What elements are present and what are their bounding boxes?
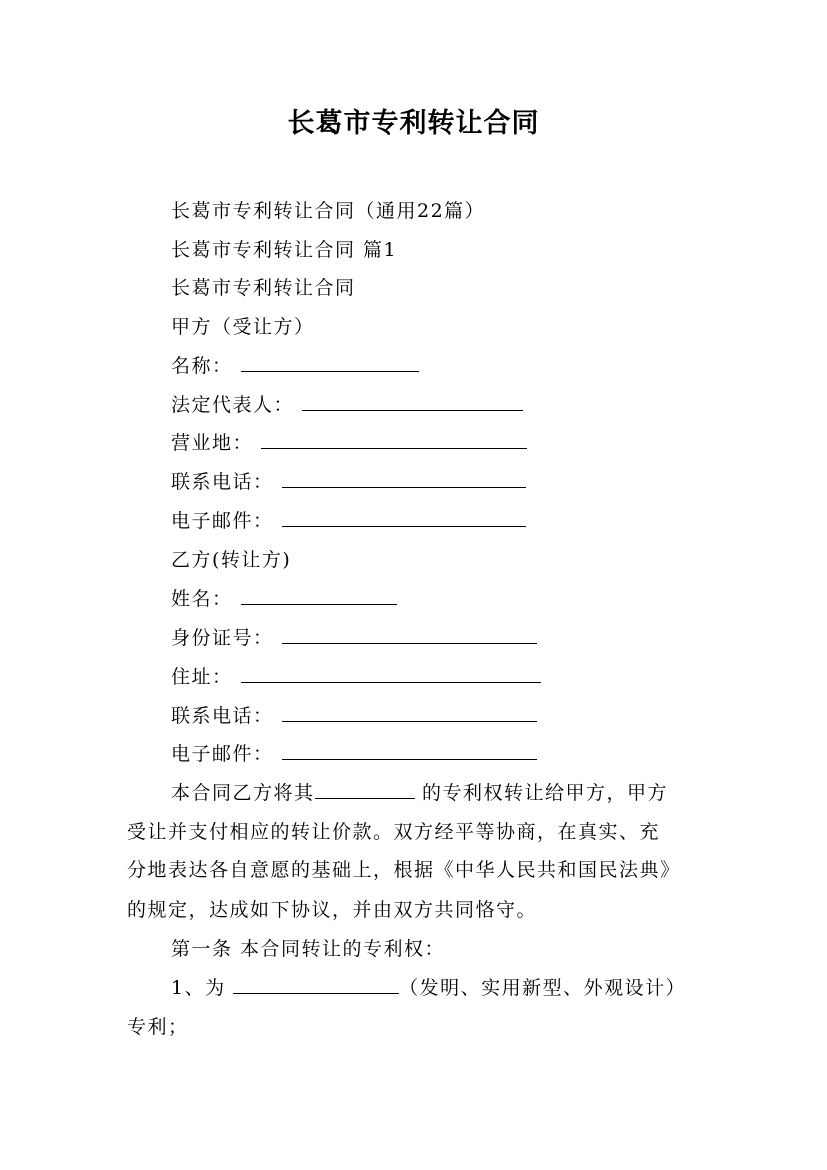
party-b-name-row [171,584,397,614]
party-a-business-address-row [171,428,527,458]
party-b-email-blank[interactable] [282,741,537,760]
article-1-item-1 [171,973,686,1003]
article-1-heading: 第一条 本合同转让的专利权： [171,938,446,960]
party-b-address-label: 住址： [171,666,233,688]
article-1-item-1-end: 专利； [127,1016,189,1038]
article-1-item-1-start: 1、为 [171,977,234,999]
intro-line-4: 的规定，达成如下协议，并由双方共同恪守。 [127,899,538,921]
party-a-name-row [171,351,419,381]
party-a-phone-label: 联系电话： [171,471,274,493]
party-a-header: 甲方（受让方） [171,316,315,338]
party-b-phone-row [171,701,537,731]
party-b-email-row [171,739,537,769]
document-title: 长葛市专利转让合同 [287,108,540,139]
intro-line-1-end: 的专利权转让给甲方，甲方 [414,782,669,804]
party-a-email-blank[interactable] [282,508,526,527]
party-a-email-label: 电子邮件： [171,510,274,532]
party-b-id-blank[interactable] [282,625,537,644]
party-a-phone-blank[interactable] [282,469,526,488]
party-a-email-row [171,506,526,536]
article-1-item-1-type: （发明、实用新型、外观设计） [399,977,687,999]
intro-line-1 [171,778,668,808]
party-b-phone-label: 联系电话： [171,705,274,727]
party-b-header: 乙方(转让方) [171,549,292,571]
intro-line-3: 分地表达各自意愿的基础上，根据《中华人民共和国民法典》 [127,859,681,881]
heading-line-3: 长葛市专利转让合同 [171,277,356,299]
party-b-id-label: 身份证号： [171,627,274,649]
party-a-business-address-blank[interactable] [261,430,527,449]
party-b-address-blank[interactable] [241,664,541,683]
heading-line-2: 长葛市专利转让合同 篇1 [171,239,398,261]
party-b-address-row [171,662,541,692]
heading-line-1: 长葛市专利转让合同（通用22篇） [171,200,486,222]
party-b-phone-blank[interactable] [282,703,537,722]
party-a-legal-rep-label: 法定代表人： [171,394,295,416]
party-a-name-label: 名称： [171,355,233,377]
patent-type-blank[interactable] [233,975,399,994]
intro-line-2: 受让并支付相应的转让价款。双方经平等协商，在真实、充 [127,821,661,843]
intro-line-1-start: 本合同乙方将其 [171,782,315,804]
party-a-legal-rep-row [171,390,523,420]
party-b-email-label: 电子邮件： [171,743,274,765]
party-b-id-row [171,623,537,653]
party-b-name-blank[interactable] [241,586,397,605]
party-a-business-address-label: 营业地： [171,432,254,454]
patent-name-blank[interactable] [315,780,415,799]
party-a-legal-rep-blank[interactable] [302,392,523,411]
party-b-name-label: 姓名： [171,588,233,610]
party-a-name-blank[interactable] [241,353,419,372]
party-a-phone-row [171,467,526,497]
